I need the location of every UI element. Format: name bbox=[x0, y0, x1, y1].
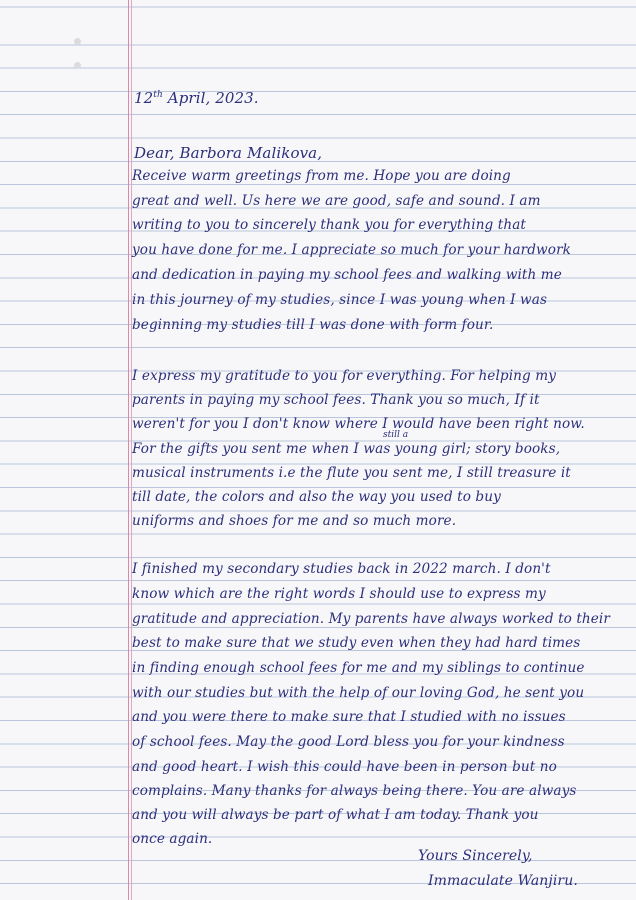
paragraph-3-line: and you were there to make sure that I studied with no issues bbox=[132, 709, 566, 725]
paragraph-1-line: Receive warm greetings from me. Hope you are doing bbox=[132, 168, 511, 184]
letter-date: 12th April, 2023. bbox=[134, 89, 259, 107]
paragraph-2-line: uniforms and shoes for me and so much more. bbox=[132, 513, 457, 529]
paragraph-2-line: till date, the colors and also the way you used to buy bbox=[132, 489, 501, 505]
paragraph-3-line: and you will always be part of what I am today. Thank you bbox=[132, 807, 539, 823]
paragraph-3-line: with our studies but with the help of our loving God, he sent you bbox=[132, 685, 585, 701]
paragraph-3-line: once again. bbox=[132, 831, 213, 847]
paragraph-1-line: you have done for me. I appreciate so much for your hardwork bbox=[132, 242, 572, 258]
paragraph-3-line: I finished my secondary studies back in 2022 march. I don't bbox=[132, 561, 551, 577]
paragraph-1-line: great and well. Us here we are good, safe and sound. I am bbox=[132, 193, 541, 209]
paragraph-3-line: of school fees. May the good Lord bless you for your kindness bbox=[132, 734, 565, 750]
paragraph-3-line: and good heart. I wish this could have been in person but no bbox=[132, 759, 557, 775]
paragraph-2-line: musical instruments i.e the flute you sent me, I still treasure it bbox=[132, 465, 571, 481]
paragraph-1-line: in this journey of my studies, since I was young when I was bbox=[132, 292, 548, 308]
letter-signature: Immaculate Wanjiru. bbox=[428, 873, 578, 889]
paragraph-3-line: know which are the right words I should use to express my bbox=[132, 586, 546, 602]
paragraph-2-line: weren't for you I don't know where I would have been right now. bbox=[132, 416, 585, 432]
paragraph-2-line: parents in paying my school fees. Thank you so much, If it bbox=[132, 392, 540, 408]
paragraph-1-line: beginning my studies till I was done with form four. bbox=[132, 317, 494, 333]
paragraph-3-line: complains. Many thanks for always being there. You are always bbox=[132, 783, 577, 799]
punch-hole-mark bbox=[74, 38, 81, 45]
letter-greeting: Dear, Barbora Malikova, bbox=[134, 144, 323, 162]
paragraph-3-line: in finding enough school fees for me and my siblings to continue bbox=[132, 660, 585, 676]
margin-rule bbox=[128, 0, 129, 900]
letter-closing: Yours Sincerely, bbox=[418, 848, 533, 864]
paragraph-2-line: For the gifts you sent me when I was young girl; story books, bbox=[132, 441, 561, 457]
paragraph-3-line: gratitude and appreciation. My parents have always worked to their bbox=[132, 611, 610, 627]
paragraph-1-line: and dedication in paying my school fees and walking with me bbox=[132, 267, 562, 283]
insertion-note: still a bbox=[383, 430, 409, 440]
paragraph-3-line: best to make sure that we study even when they had hard times bbox=[132, 635, 581, 651]
punch-hole-mark bbox=[74, 62, 81, 69]
paragraph-1-line: writing to you to sincerely thank you for everything that bbox=[132, 217, 526, 233]
paragraph-2-line: I express my gratitude to you for everything. For helping my bbox=[132, 368, 557, 384]
